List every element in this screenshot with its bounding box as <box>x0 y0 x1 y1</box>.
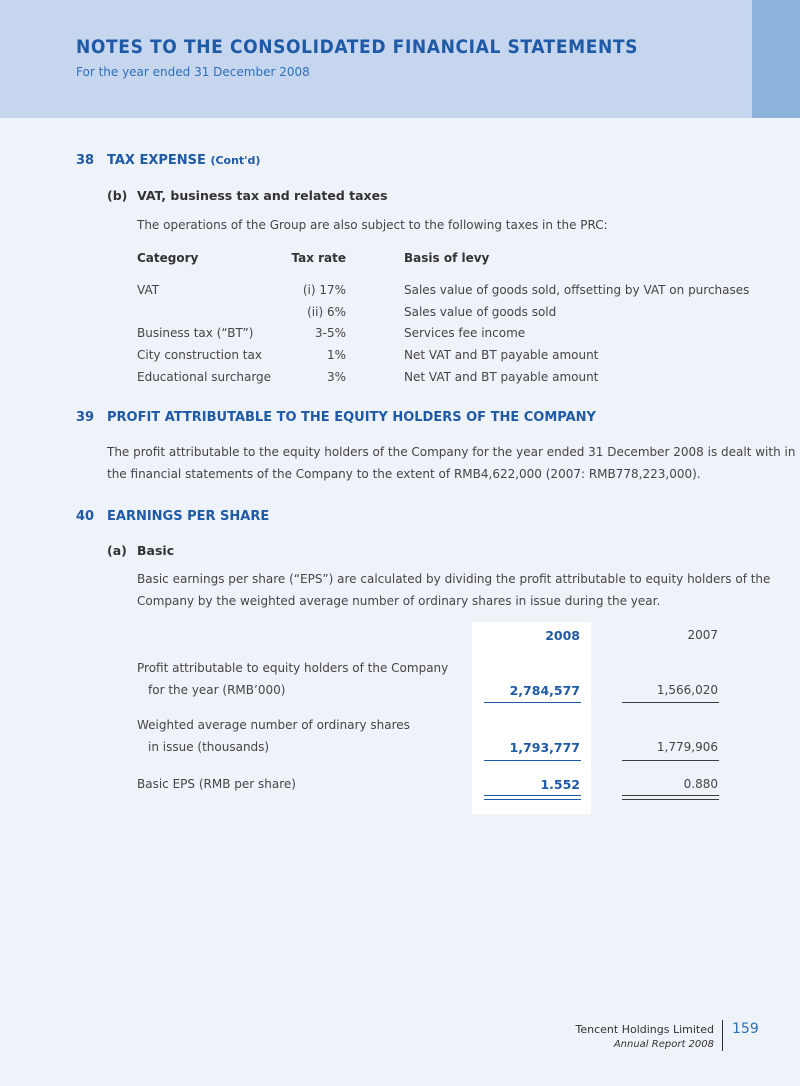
section-40-title: EARNINGS PER SHARE <box>107 509 270 524</box>
page-subtitle: For the year ended 31 December 2008 <box>76 65 310 79</box>
tax-row-category: City construction tax <box>137 348 262 362</box>
eps-row1-2007: 1,566,020 <box>656 683 718 697</box>
tax-header-category: Category <box>137 251 199 265</box>
tax-intro: The operations of the Group are also subject to the following taxes in the PRC: <box>137 218 608 232</box>
subsection-b-title: VAT, business tax and related taxes <box>137 188 388 203</box>
tax-row-category: Business tax (“BT”) <box>137 326 254 340</box>
eps-row1-2008-rule <box>484 702 581 703</box>
tax-row-basis: Net VAT and BT payable amount <box>404 348 599 362</box>
eps-row2-2008: 1,793,777 <box>509 740 580 755</box>
section-38-title <box>107 153 260 168</box>
eps-row3-2008-double-rule-top <box>484 795 581 796</box>
section-39-number: 39 <box>76 410 95 425</box>
section-39-paragraph-line2: the financial statements of the Company to the extent of RMB4,622,000 (2007: RMB778,223,000). <box>107 467 701 481</box>
tax-header-rate: Tax rate <box>291 251 346 265</box>
eps-row2-2007: 1,779,906 <box>656 740 718 754</box>
section-40-number: 40 <box>76 509 95 524</box>
eps-header-2007: 2007 <box>687 628 718 642</box>
section-39-title: PROFIT ATTRIBUTABLE TO THE EQUITY HOLDERS OF THE COMPANY <box>107 410 596 425</box>
eps-row3-2008: 1.552 <box>540 777 580 792</box>
eps-row2-2008-rule <box>484 760 581 761</box>
subsection-a-label: (a) <box>107 543 127 558</box>
subsection-a-title: Basic <box>137 543 175 558</box>
tax-row-category: VAT <box>137 283 160 297</box>
page-number: 159 <box>732 1021 759 1037</box>
footer-report: Annual Report 2008 <box>613 1039 714 1050</box>
eps-row3-2008-double-rule-bottom <box>484 799 581 800</box>
section-38-number: 38 <box>76 153 95 168</box>
tax-row-basis: Net VAT and BT payable amount <box>404 370 599 384</box>
section-40-paragraph-line1: Basic earnings per share (“EPS”) are calculated by dividing the profit attributable to equity holders of the <box>137 572 771 586</box>
footer-divider <box>722 1020 723 1051</box>
eps-row3-2007: 0.880 <box>683 777 718 791</box>
tax-header-basis: Basis of levy <box>404 251 490 265</box>
header-tab <box>752 0 800 118</box>
tax-row-rate: 3% <box>326 370 346 384</box>
eps-row2-label-line2: in issue (thousands) <box>148 740 270 754</box>
eps-row3-2007-double-rule-top <box>622 795 719 796</box>
section-38-title-text: TAX EXPENSE <box>107 153 206 168</box>
tax-row-basis: Services fee income <box>404 326 526 340</box>
tax-row-rate: 1% <box>326 348 346 362</box>
eps-row2-2007-rule <box>622 760 719 761</box>
eps-row1-label-line1: Profit attributable to equity holders of the Company <box>137 661 449 675</box>
header-band <box>0 0 800 118</box>
section-39-paragraph-line1: The profit attributable to the equity holders of the Company for the year ended 31 December 2008 is dealt with in <box>107 445 796 459</box>
eps-row1-label-line2: for the year (RMB’000) <box>148 683 286 697</box>
eps-row1-2007-rule <box>622 702 719 703</box>
eps-header-2008: 2008 <box>545 628 580 643</box>
tax-row-category: Educational surcharge <box>137 370 272 384</box>
tax-row-rate: 3-5% <box>314 326 346 340</box>
footer-company: Tencent Holdings Limited <box>575 1023 714 1036</box>
eps-row3-label: Basic EPS (RMB per share) <box>137 777 296 791</box>
tax-row-basis: Sales value of goods sold <box>404 305 557 319</box>
tax-row-rate: (i) 17% <box>302 283 346 297</box>
section-40-paragraph-line2: Company by the weighted average number of ordinary shares in issue during the year. <box>137 594 661 608</box>
eps-row3-2007-double-rule-bottom <box>622 799 719 800</box>
section-38-cont: (Cont'd) <box>210 154 261 167</box>
eps-row1-2008: 2,784,577 <box>509 683 580 698</box>
tax-row-rate: (ii) 6% <box>307 305 346 319</box>
tax-row-basis: Sales value of goods sold, offsetting by VAT on purchases <box>404 283 750 297</box>
page-title: NOTES TO THE CONSOLIDATED FINANCIAL STATEMENTS <box>76 36 639 58</box>
eps-row2-label-line1: Weighted average number of ordinary shares <box>137 718 410 732</box>
subsection-b-label: (b) <box>107 188 128 203</box>
